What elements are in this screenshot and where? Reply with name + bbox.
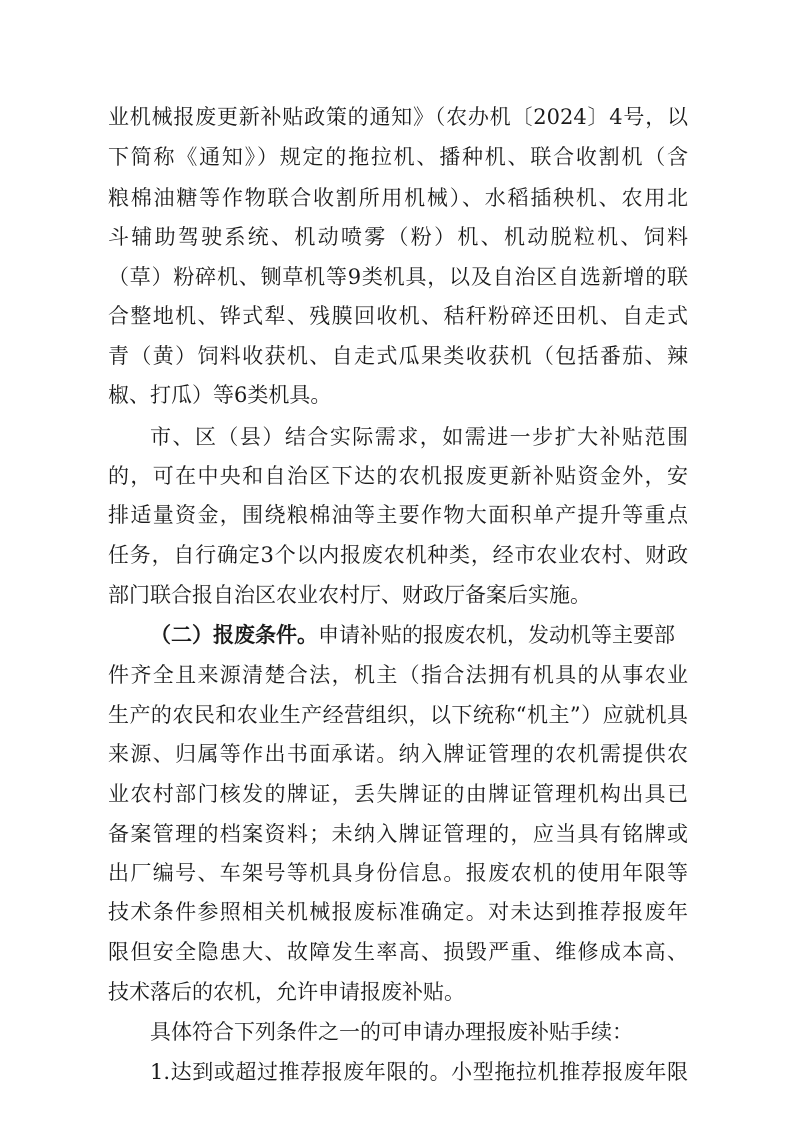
- text-line: 部门联合报自治区农业农村厅、财政厅备案后实施。: [108, 583, 591, 607]
- section-heading-line: [150, 617, 688, 653]
- text-line: 生产的农民和农业生产经营组织，以下统称“机主”）应就机具: [108, 703, 688, 727]
- text-line: 件齐全且来源清楚合法，机主（指合法拥有机具的从事农业: [108, 663, 688, 687]
- text-line: 的，可在中央和自治区下达的农机报废更新补贴资金外，安: [108, 464, 688, 488]
- text-line: 排适量资金，围绕粮棉油等主要作物大面积单产提升等重点: [108, 503, 688, 527]
- text-line: 青（黄）饲料收获机、自走式瓜果类收获机（包括番茄、辣: [108, 344, 688, 368]
- paragraph-first-line: 具体符合下列条件之一的可申请办理报废补贴手续：: [150, 1020, 633, 1044]
- text-line: 备案管理的档案资料；未纳入牌证管理的，应当具有铭牌或: [108, 822, 688, 846]
- text-line: 技术条件参照相关机械报废标准确定。对未达到推荐报废年: [108, 900, 688, 924]
- section-heading: （二）报废条件。: [150, 622, 318, 647]
- text-line: （草）粉碎机、铡草机等9类机具，以及自治区自选新增的联: [108, 265, 688, 289]
- text-line: 任务，自行确定3个以内报废农机种类，经市农业农村、财政: [108, 543, 688, 567]
- text-line: 合整地机、铧式犁、残膜回收机、秸秆粉碎还田机、自走式: [108, 304, 688, 328]
- text-line: 业农村部门核发的牌证，丢失牌证的由牌证管理机构出具已: [108, 782, 688, 806]
- section-heading-text: 申请补贴的报废农机，发动机等主要部: [318, 623, 675, 647]
- list-item-line: 1.达到或超过推荐报废年限的。小型拖拉机推荐报废年限: [150, 1060, 688, 1084]
- text-line: 斗辅助驾驶系统、机动喷雾（粉）机、机动脱粒机、饲料: [108, 225, 688, 249]
- text-line: 技术落后的农机，允许申请报废补贴。: [108, 980, 465, 1004]
- text-line: 下简称《通知》）规定的拖拉机、播种机、联合收割机（含: [108, 145, 688, 169]
- text-line: 限但安全隐患大、故障发生率高、损毁严重、维修成本高、: [108, 940, 688, 964]
- text-line: 椒、打瓜）等6类机具。: [108, 383, 332, 407]
- text-line: 粮棉油糖等作物联合收割所用机械）、水稻插秧机、农用北: [108, 186, 688, 210]
- text-line: 业机械报废更新补贴政策的通知》（农办机〔2024〕4号，以: [108, 105, 688, 129]
- text-line: 出厂编号、车架号等机具身份信息。报废农机的使用年限等: [108, 861, 688, 885]
- text-line: 来源、归属等作出书面承诺。纳入牌证管理的农机需提供农: [108, 742, 688, 766]
- paragraph-first-line: 市、区（县）结合实际需求，如需进一步扩大补贴范围: [150, 425, 688, 449]
